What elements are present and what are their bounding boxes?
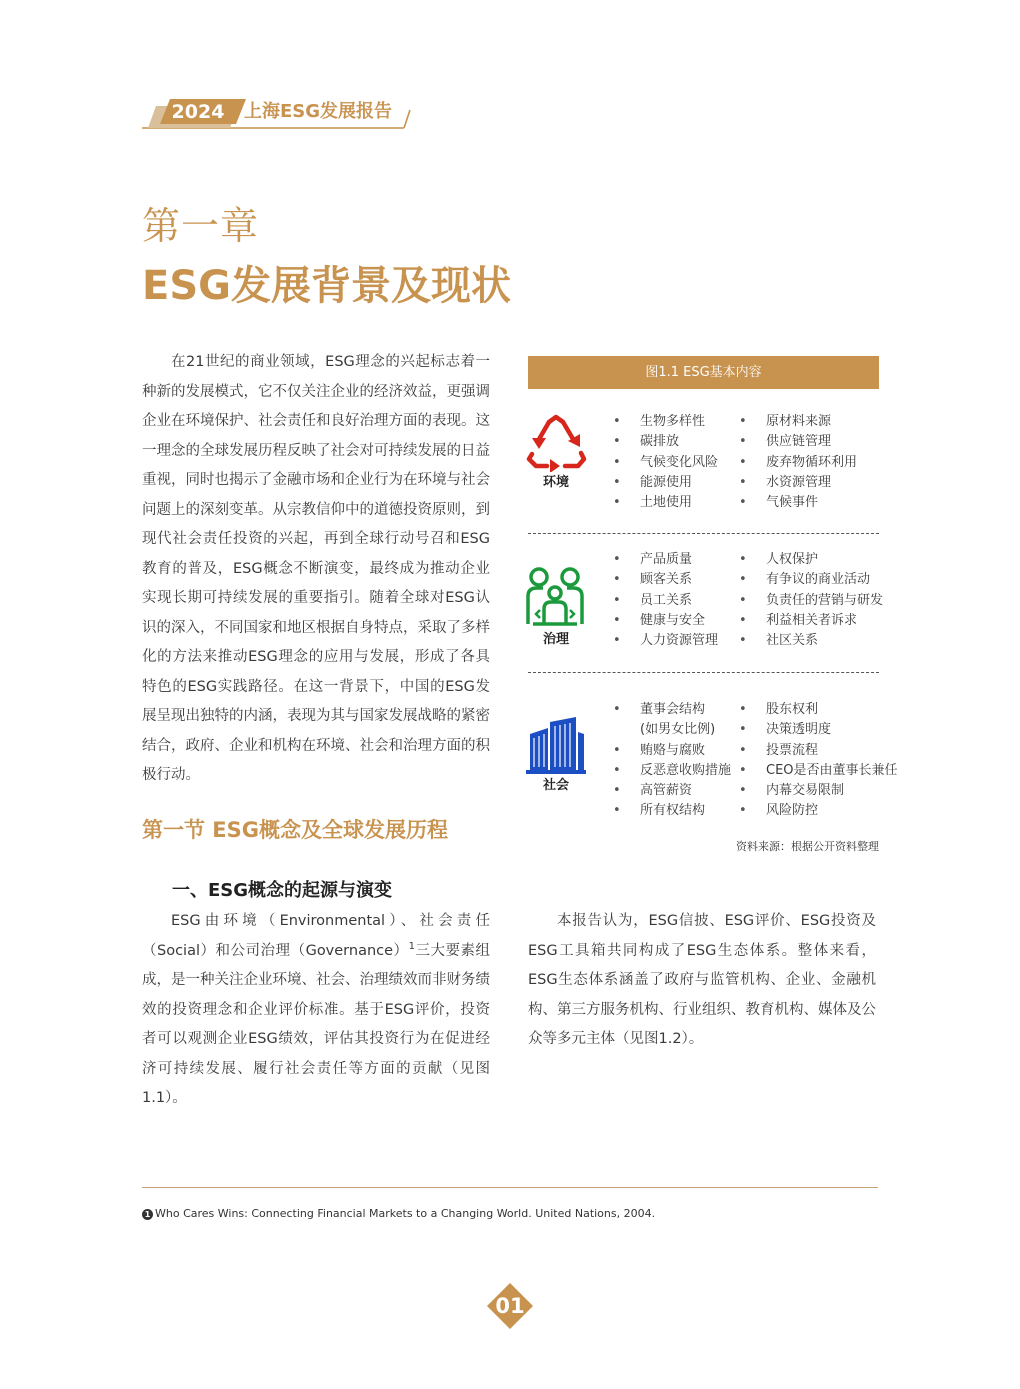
governance-items-left [613,550,718,651]
footnote-divider [142,1187,878,1188]
buildings-icon [524,714,588,776]
list-item: • 所有权结构 [613,801,731,821]
footnote-text: Who Cares Wins: Connecting Financial Markets to a Changing World. United Nations, 2004. [155,1207,656,1220]
figure-divider [528,672,879,673]
figure-divider [528,533,879,534]
list-item: • 内幕交易限制 [739,781,898,801]
intro-paragraph: 在21世纪的商业领域，ESG理念的兴起标志着一种新的发展模式，它不仅关注企业的经济效益，更强调企业在环境保护、社会责任和良好治理方面的表现。这一理念的全球发展历程反映了社会对可持续发展的日益重视，同时也揭示了金融市场和企业行为在环境与社会问题上的深刻变革。从宗教信仰中的道德投资原则，到现代社会责任投资的兴起，再到全球行动号召和ESG教育的普及，ESG概念不断演变，最终成为推动企业实现长期可持续发展的重要指引。随着全球对ESG认识的深入，不同国家和地区根据自身特点，采取了多样化的方法来推动ESG理念的应用与发展，形成了各具特色的ESG实践路径。在这一背景下，中国的ESG发展呈现出独特的内涵，表现为其与国家发展战略的紧密结合，政府、企业和机构在环境、社会和治理方面的积极行动。 [142,354,490,783]
esg-paragraph-part-1: ESG由环境（Environmental）、社会责任（Social）和公司治理（Governance） [142,913,490,959]
footnote-reference[interactable]: 1 [408,940,415,952]
list-item: • 人权保护 [739,550,883,570]
list-item: • 决策透明度 [739,720,898,740]
list-item: • 生物多样性 [613,412,718,432]
footnote [142,1205,655,1223]
figure-source: 资料来源：根据公开资料整理 [736,840,879,853]
list-item: • 股东权利 [739,700,898,720]
list-item: • 土地使用 [613,493,718,513]
list-item: • 产品质量 [613,550,718,570]
figure-group-label-governance: 治理 [542,632,569,647]
list-item: • 投票流程 [739,741,898,761]
list-item: • 水资源管理 [739,473,857,493]
list-item: • 供应链管理 [739,432,857,452]
report-paragraph: 本报告认为，ESG信披、ESG评价、ESG投资及ESG工具箱共同构成了ESG生态体系。整体来看，ESG生态体系涵盖了政府与监管机构、企业、金融机构、第三方服务机构、行业组织、教育机构、媒体及公众等多元主体（见图1.2）。 [528,913,876,1047]
page-number: 01 [495,1294,525,1318]
header-report-title: 上海ESG发展报告 [244,101,393,122]
list-item: • 高管薪资 [613,781,731,801]
esg-paragraph-part-2: 三大要素组成，是一种关注企业环境、社会、治理绩效而非财务绩效的投资理念和企业评价标准。基于ESG评价，投资者可以观测企业ESG绩效，评估其投资行为在促进经济可持续发展、履行社会责任等方面的贡献（见图1.1）。 [142,942,491,1106]
list-item: • 负责任的营销与研发 [739,591,883,611]
list-item: • 原材料来源 [739,412,857,432]
list-item: • 气候事件 [739,493,857,513]
list-item: • 社区关系 [739,631,883,651]
environment-items-right [739,412,857,513]
chapter-title: ESG发展背景及现状 [142,263,511,309]
list-item: • 顾客关系 [613,570,718,590]
list-item: • 有争议的商业活动 [739,570,883,590]
esg-definition-paragraph [142,907,490,1114]
list-item: • 气候变化风险 [613,453,718,473]
society-items-right [739,700,898,822]
people-group-icon [524,566,588,628]
society-items-left [613,700,731,822]
footnote-marker: 1 [142,1209,153,1220]
section-heading: 第一节 ESG概念及全球发展历程 [142,818,449,842]
list-item: • 人力资源管理 [613,631,718,651]
list-item: • 碳排放 [613,432,718,452]
header-year: 2024 [171,101,225,123]
governance-items-right [739,550,883,651]
list-item: • 员工关系 [613,591,718,611]
list-item: • CEO是否由董事长兼任 [739,761,898,781]
recycle-icon [524,414,588,472]
list-item: (如男女比例) [640,722,716,738]
list-item: • 利益相关者诉求 [739,611,883,631]
list-item: • 董事会结构 [613,700,731,720]
list-item: • 风险防控 [739,801,898,821]
list-item: • 反恶意收购措施 [613,761,731,781]
figure-caption: 图1.1 ESG基本内容 [528,356,879,389]
list-item: • 贿赂与腐败 [613,741,731,761]
figure-group-label-society: 社会 [542,778,569,793]
figure-group-label-environment: 环境 [542,475,569,490]
subsection-heading: 一、ESG概念的起源与演变 [172,880,393,901]
list-item: • 废弃物循环利用 [739,453,857,473]
list-item: • 健康与安全 [613,611,718,631]
environment-items-left [613,412,718,513]
chapter-label: 第一章 [142,204,260,248]
list-item: • 能源使用 [613,473,718,493]
